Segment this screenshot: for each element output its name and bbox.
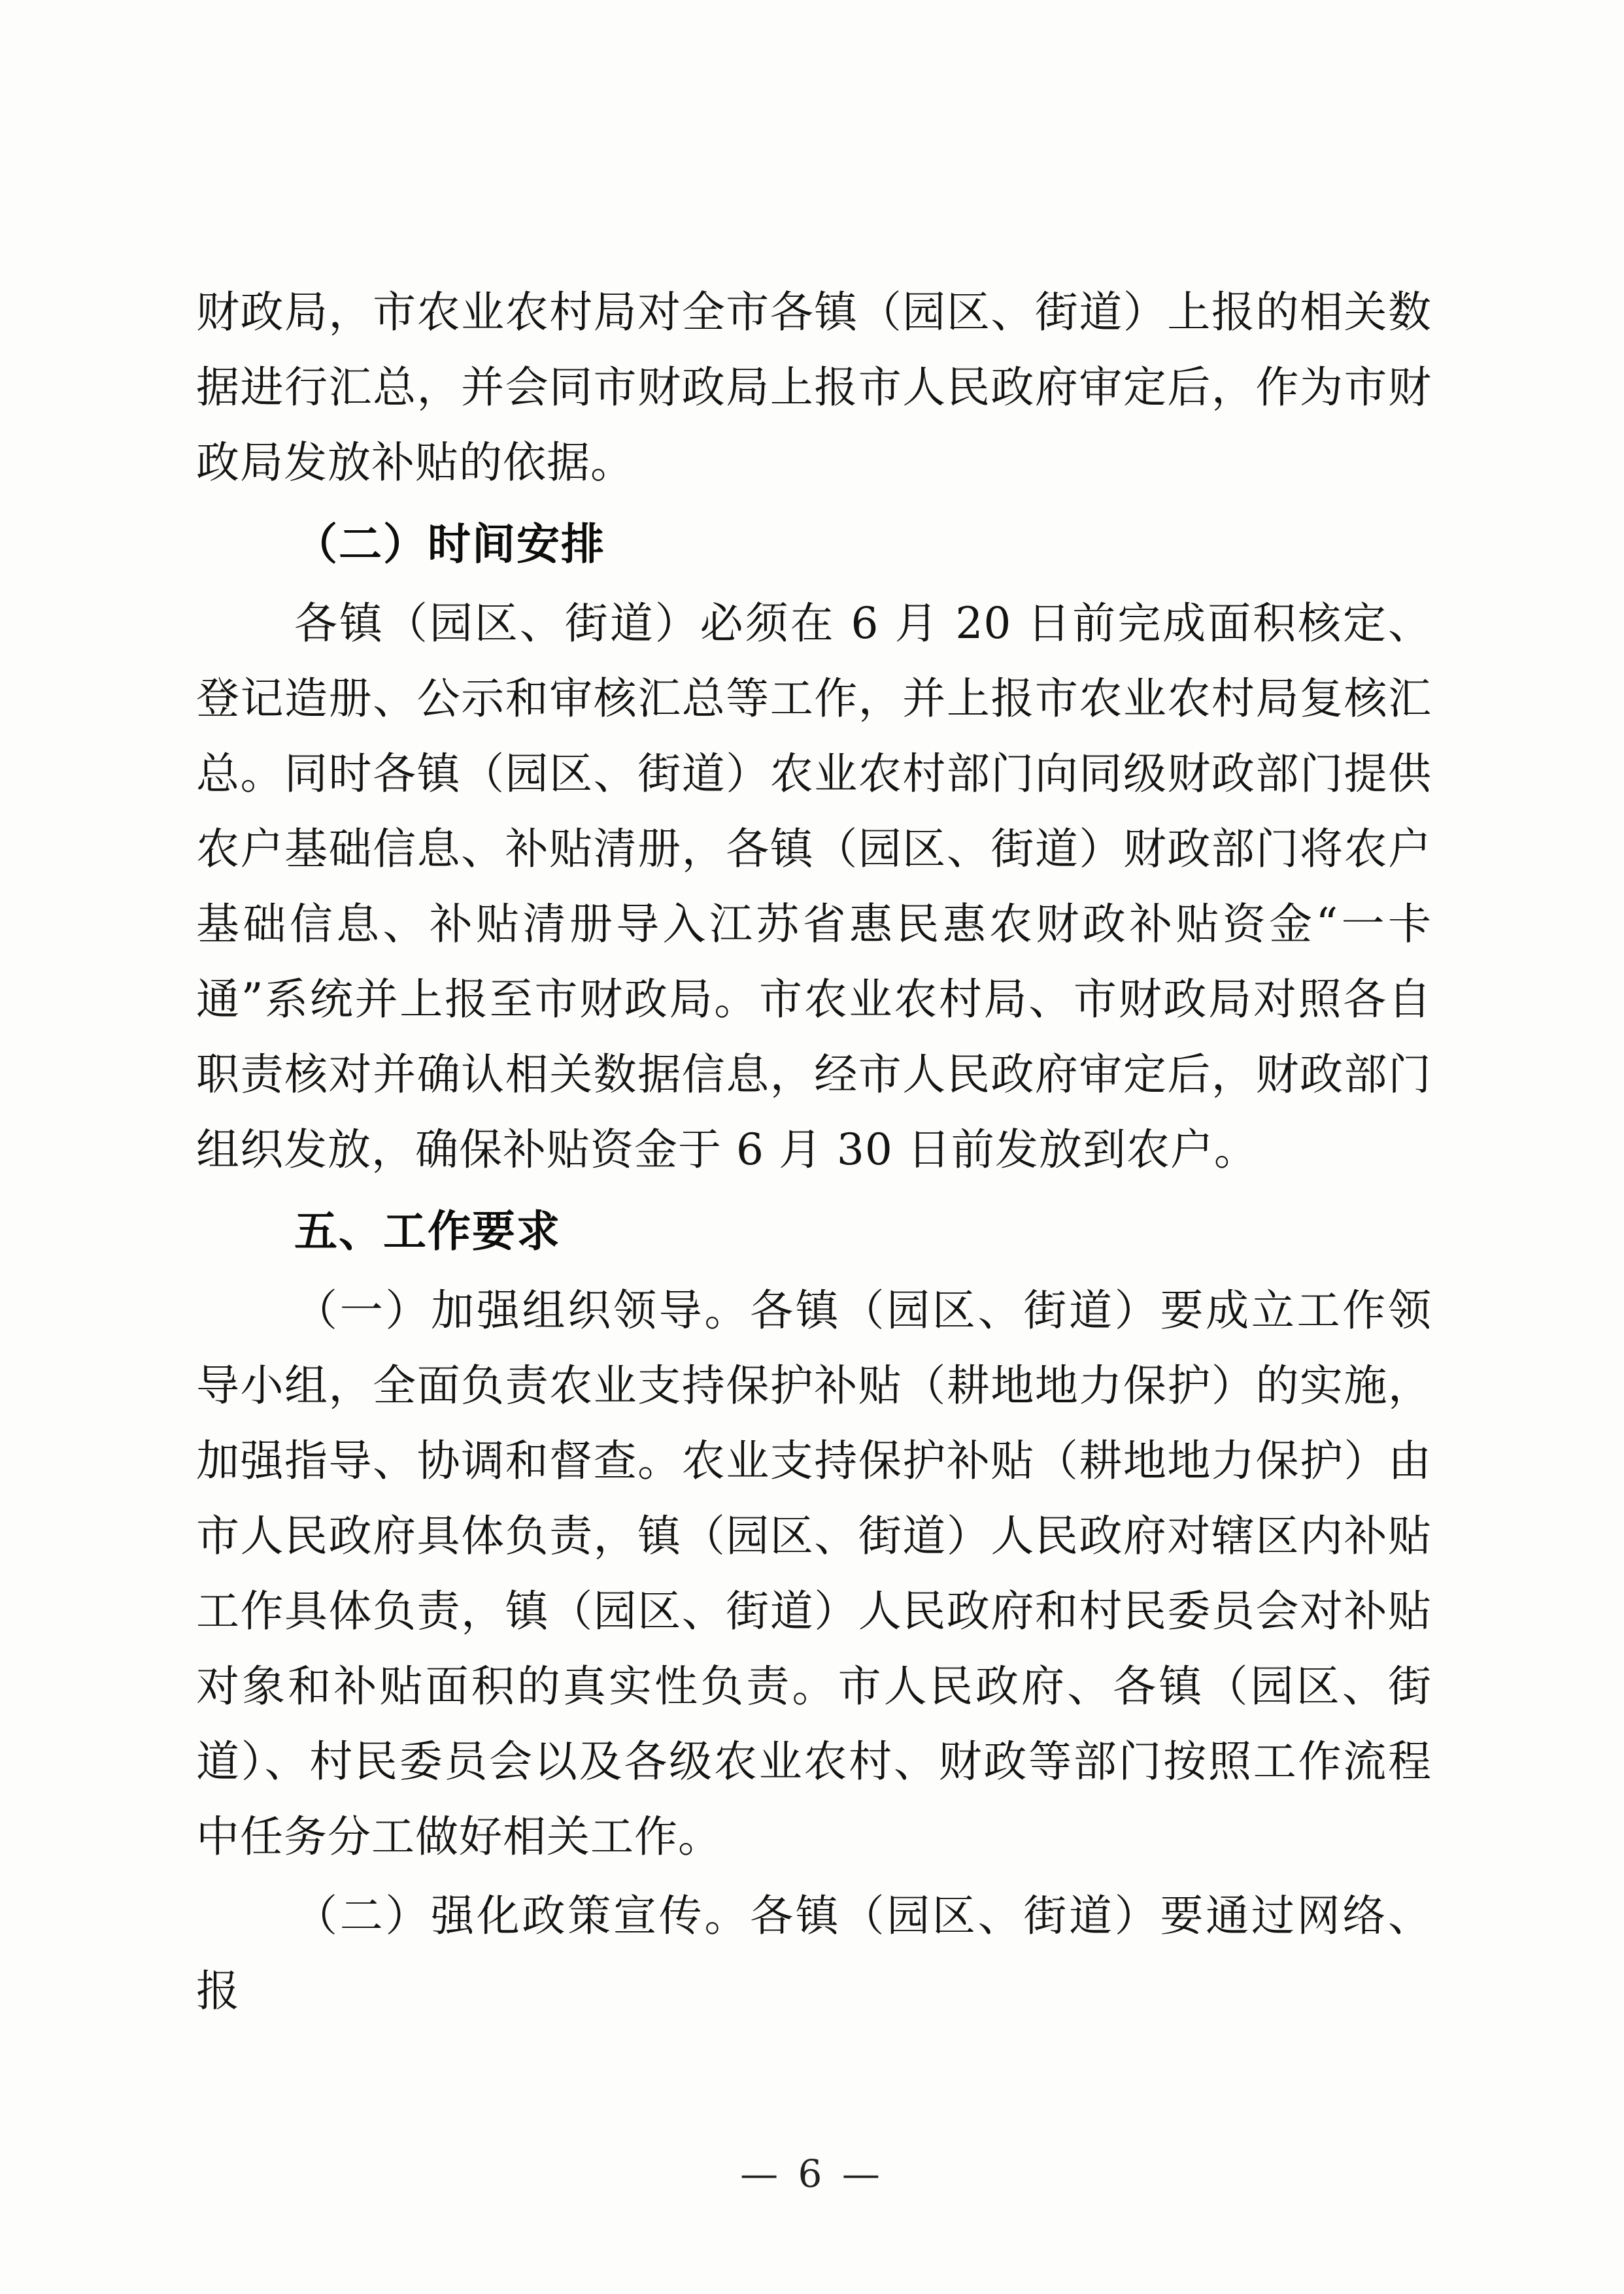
page-number: — 6 — <box>740 2151 884 2196</box>
paragraph-continuation: 财政局，市农业农村局对全市各镇（园区、街道）上报的相关数据进行汇总，并会同市财政局上报市人民政府审定后，作为市财政局发放补贴的依据。 <box>196 287 1432 488</box>
paragraph-time-arrangement: 各镇（园区、街道）必须在 6 月 20 日前完成面积核定、登记造册、公示和审核汇总等工作，并上报市农业农村局复核汇总。同时各镇（园区、街道）农业农村部门向同级财政部门提供农户基础信息、补贴清册，各镇（园区、街道）财政部门将农户基础信息、补贴清册导入江苏省惠民惠农财政补贴资金“一卡通”系统并上报至市财政局。市农业农村局、市财政局对照各自职责核对并确认相关数据信息，经市人民政府审定后，财政部门组织发放，确保补贴资金于 6 月 30 日前发放到农户。 <box>196 598 1432 1175</box>
paragraph-strengthen-publicity: （二）强化政策宣传。各镇（园区、街道）要通过网络、报 <box>196 1891 1432 2016</box>
paragraph-strengthen-organization: （一）加强组织领导。各镇（园区、街道）要成立工作领导小组，全面负责农业支持保护补贴（耕地地力保护）的实施，加强指导、协调和督查。农业支持保护补贴（耕地地力保护）由市人民政府具体负责，镇（园区、街道）人民政府对辖区内补贴工作具体负责，镇（园区、街道）人民政府和村民委员会对补贴对象和补贴面积的真实性负责。市人民政府、各镇（园区、街道）、村民委员会以及各级农业农村、财政等部门按照工作流程中任务分工做好相关工作。 <box>196 1285 1432 1862</box>
page-content <box>196 275 1432 2033</box>
section-heading-time-arrangement: （二）时间安排 <box>294 518 605 569</box>
section-heading-work-requirements: 五、工作要求 <box>294 1206 561 1257</box>
